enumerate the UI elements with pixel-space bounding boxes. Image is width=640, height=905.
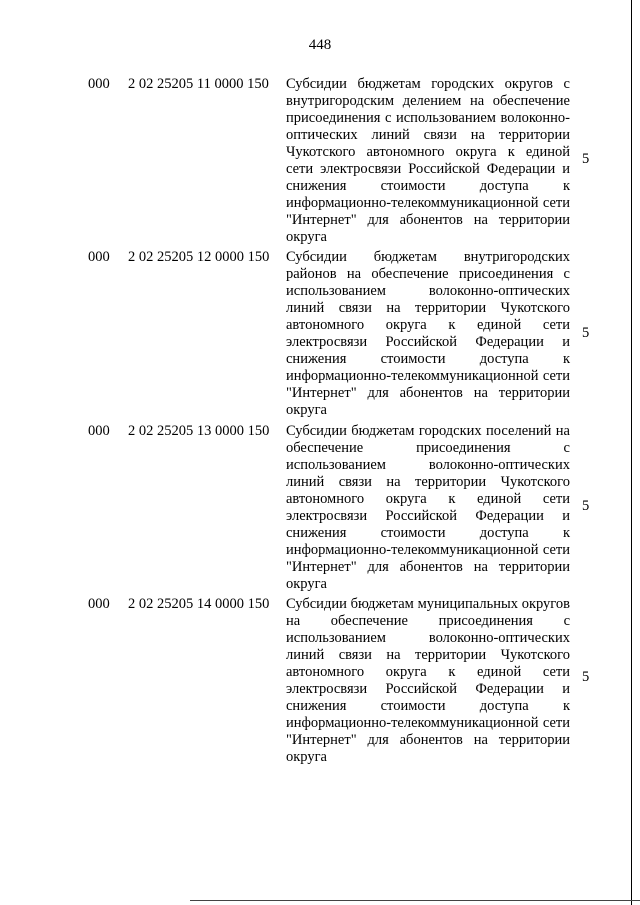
- row-value: 5: [582, 498, 590, 514]
- admin-code: 000: [88, 596, 110, 612]
- page-number: 448: [308, 37, 332, 53]
- row-description: Субсидии бюджетам городских поселений на обеспечение присоединения с использованием волоконно-оптических линий связи на территории Чукотского автономного округа к единой сети электросвязи Российской Федерации и снижения стоимости доступа к информационно-телекоммуникационной сети "Интернет" для абонентов на территории округа: [286, 423, 570, 592]
- kbk-code: 2 02 25205 12 0000 150: [128, 249, 270, 265]
- admin-code: 000: [88, 423, 110, 439]
- scan-bottom-line: [190, 900, 640, 901]
- scan-edge-line: [631, 0, 632, 905]
- kbk-code: 2 02 25205 13 0000 150: [128, 423, 270, 439]
- row-value: 5: [582, 669, 590, 685]
- row-description: Субсидии бюджетам муниципальных округов на обеспечение присоединения с использованием волоконно-оптических линий связи на территории Чукотского автономного округа к единой сети электросвязи Российской Федерации и снижения стоимости доступа к информационно-телекоммуникационной сети "Интернет" для абонентов на территории округа: [286, 596, 570, 765]
- row-value: 5: [582, 151, 590, 167]
- row-description: Субсидии бюджетам внутригородских районов на обеспечение присоединения с использованием волоконно-оптических линий связи на территории Чукотского автономного округа к единой сети электросвязи Российской Федерации и снижения стоимости доступа к информационно-телекоммуникационной сети "Интернет" для абонентов на территории округа: [286, 249, 570, 418]
- row-description: Субсидии бюджетам городских округов с внутригородским делением на обеспечение присоединения с использованием волоконно-оптических линий связи на территории Чукотского автономного округа к единой сети электросвязи Российской Федерации и снижения стоимости доступа к информационно-телекоммуникационной сети "Интернет" для абонентов на территории округа: [286, 76, 570, 245]
- kbk-code: 2 02 25205 14 0000 150: [128, 596, 270, 612]
- row-value: 5: [582, 325, 590, 341]
- admin-code: 000: [88, 249, 110, 265]
- admin-code: 000: [88, 76, 110, 92]
- kbk-code: 2 02 25205 11 0000 150: [128, 76, 269, 92]
